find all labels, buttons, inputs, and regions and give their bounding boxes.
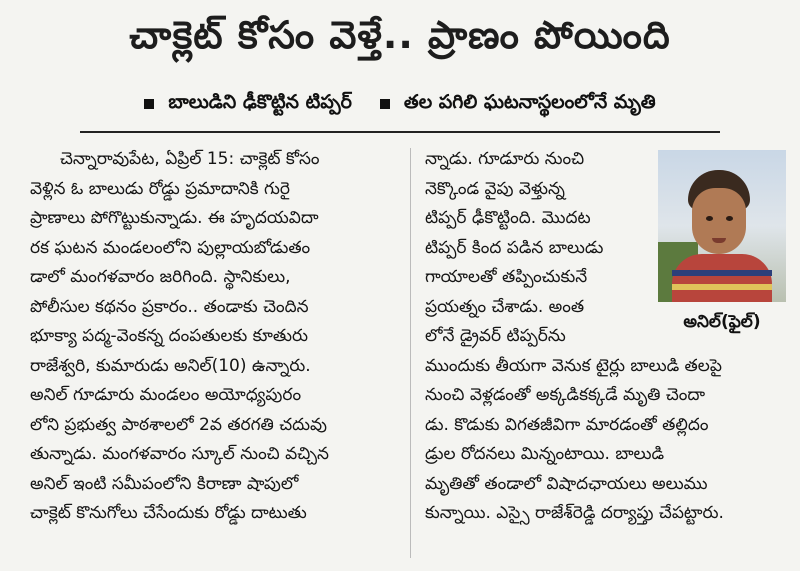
text-line: చాక్లెట్ కొనుగోలు చేసేందుకు రోడ్డు దాటుతు	[30, 503, 307, 523]
subheadline-text: తల పగిలి ఘటనాస్థలంలోనే మృతి	[403, 90, 656, 113]
separator-rule	[80, 131, 720, 133]
text-line: లోని ప్రభుత్వ పాఠశాలలో 2వ తరగతి చదువు	[30, 414, 327, 435]
text-line: డ్రుల రోదనలు మిన్నంటాయి. బాలుడి	[425, 444, 665, 464]
article-column-right-bottom	[425, 381, 780, 529]
subheadline-bar	[10, 86, 790, 122]
text-line: రాజేశ్వరి, కుమారుడు అనిల్(10) ఉన్నారు.	[30, 355, 311, 376]
column-divider	[410, 148, 411, 558]
subheadline-item	[380, 91, 656, 118]
text-line: లోనే డ్రైవర్ టిప్పర్‌ను	[425, 326, 566, 346]
text-line: న్నాడు. గూడూరు నుంచి	[425, 149, 585, 169]
text-line: రక ఘటన మండలంలోని పుల్లాయబోడుతం	[30, 237, 311, 258]
bullet-square-icon	[380, 99, 390, 109]
text-line: డు. కొడుకు విగతజీవిగా మారడంతో తల్లిదం	[425, 414, 709, 435]
photo-caption: అనిల్(ఫైల్)	[683, 312, 761, 332]
text-line: ప్రాణాలు పోగొట్టుకున్నాడు. ఈ హృదయవిదా	[30, 208, 319, 228]
text-line: టిప్పర్ కింద పడిన బాలుడు	[425, 237, 604, 258]
text-line: ముందుకు తీయగా వెనుక టైర్లు బాలుడి తలపై	[425, 355, 722, 376]
text-line: కున్నాయి. ఎస్సై రాజేశ్‌రెడ్డి దర్యాప్తు చేపట్టారు.	[425, 503, 724, 523]
text-line: నుంచి వెళ్లడంతో అక్కడికక్కడే మృతి చెందా	[425, 385, 706, 405]
text-line: అనిల్ ఇంటి సమీపంలోని కిరాణా షాపులో	[30, 473, 299, 494]
subheadline-item	[144, 91, 352, 118]
subheadline-text: బాలుడిని ఢీకొట్టిన టిప్పర్	[168, 90, 352, 113]
text-line: పోలీసుల కథనం ప్రకారం.. తండాకు చెందిన	[30, 296, 309, 317]
text-line: ప్రయత్నం చేశాడు. అంత	[425, 296, 585, 317]
text-line: మృతితో తండాలో విషాదఛాయలు అలుము	[425, 473, 708, 494]
text-line: గాయాలతో తప్పించుకునే	[425, 267, 588, 287]
boy-photo	[658, 150, 786, 302]
text-line: నెక్కొండ వైపు వెళ్తున్న	[425, 178, 565, 199]
text-line: చెన్నారావుపేట, ఏప్రిల్ 15: చాక్లెట్ కోసం	[60, 149, 320, 169]
text-line: తున్నాడు. మంగళవారం స్కూల్ నుంచి వచ్చిన	[30, 444, 329, 464]
text-line: టిప్పర్ ఢీకొట్టింది. మొదట	[425, 208, 591, 228]
headline: చాక్లెట్ కోసం వెళ్తే.. ప్రాణం పోయింది	[129, 13, 671, 57]
article-column-left	[30, 145, 410, 529]
bullet-square-icon	[144, 99, 154, 109]
text-line: భూక్యా పద్మ-వెంకన్న దంపతులకు కూతురు	[30, 326, 308, 346]
text-line: అనిల్ గూడూరు మండలం అయోధ్యపురం	[30, 385, 302, 405]
text-line: డాలో మంగళవారం జరిగింది. స్థానికులు,	[30, 267, 291, 287]
text-line: వెళ్లిన ఓ బాలుడు రోడ్డు ప్రమాదానికి గురై	[30, 178, 290, 199]
